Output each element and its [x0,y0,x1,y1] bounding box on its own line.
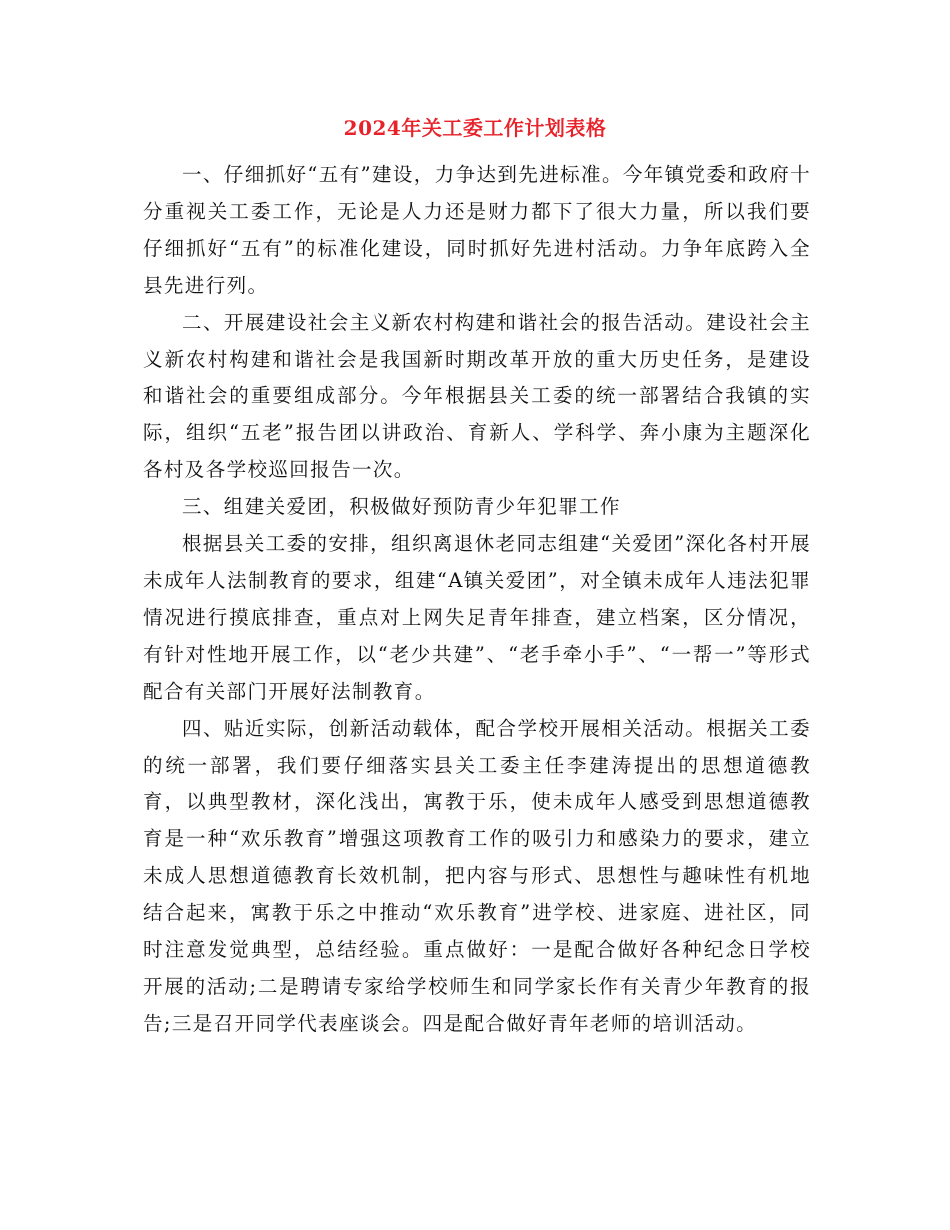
paragraph-1: 一、仔细抓好“五有”建设，力争达到先进标准。今年镇党委和政府十分重视关工委工作，无论是人力还是财力都下了很大力量，所以我们要仔细抓好“五有”的标准化建设，同时抓好先进村活动。力争年底跨入全县先进行列。 [143,163,811,297]
document-body [143,157,811,1043]
paragraph-4: 根据县关工委的安排，组织离退休老同志组建“关爱团”深化各村开展未成年人法制教育的要求，组建“A镇关爱团”，对全镇未成年人违法犯罪情况进行摸底排查，重点对上网失足青年排查，建立档案，区分情况，有针对性地开展工作，以“老少共建”、“老手牵小手”、“一帮一”等形式配合有关部门开展好法制教育。 [143,532,811,703]
paragraph-5: 四、贴近实际，创新活动载体，配合学校开展相关活动。根据关工委的统一部署，我们要仔细落实县关工委主任李建涛提出的思想道德教育，以典型教材，深化浅出，寓教于乐，使未成年人感受到思想道德教育是一种“欢乐教育”增强这项教育工作的吸引力和感染力的要求，建立未成人思想道德教育长效机制，把内容与形式、思想性与趣味性有机地结合起来，寓教于乐之中推动“欢乐教育”进学校、进家庭、进社区，同时注意发觉典型，总结经验。重点做好：一是配合做好各种纪念日学校开展的活动;二是聘请专家给学校师生和同学家长作有关青少年教育的报告;三是召开同学代表座谈会。四是配合做好青年老师的培训活动。 [143,716,811,1035]
paragraph-3: 三、组建关爱团，积极做好预防青少年犯罪工作 [182,495,621,519]
document-title: 2024年关工委工作计划表格 [343,116,607,140]
paragraph-2: 二、开展建设社会主义新农村构建和谐社会的报告活动。建设社会主义新农村构建和谐社会是我国新时期改革开放的重大历史任务，是建设和谐社会的重要组成部分。今年根据县关工委的统一部署结合我镇的实际，组织“五老”报告团以讲政治、育新人、学科学、奔小康为主题深化各村及各学校巡回报告一次。 [143,310,811,482]
